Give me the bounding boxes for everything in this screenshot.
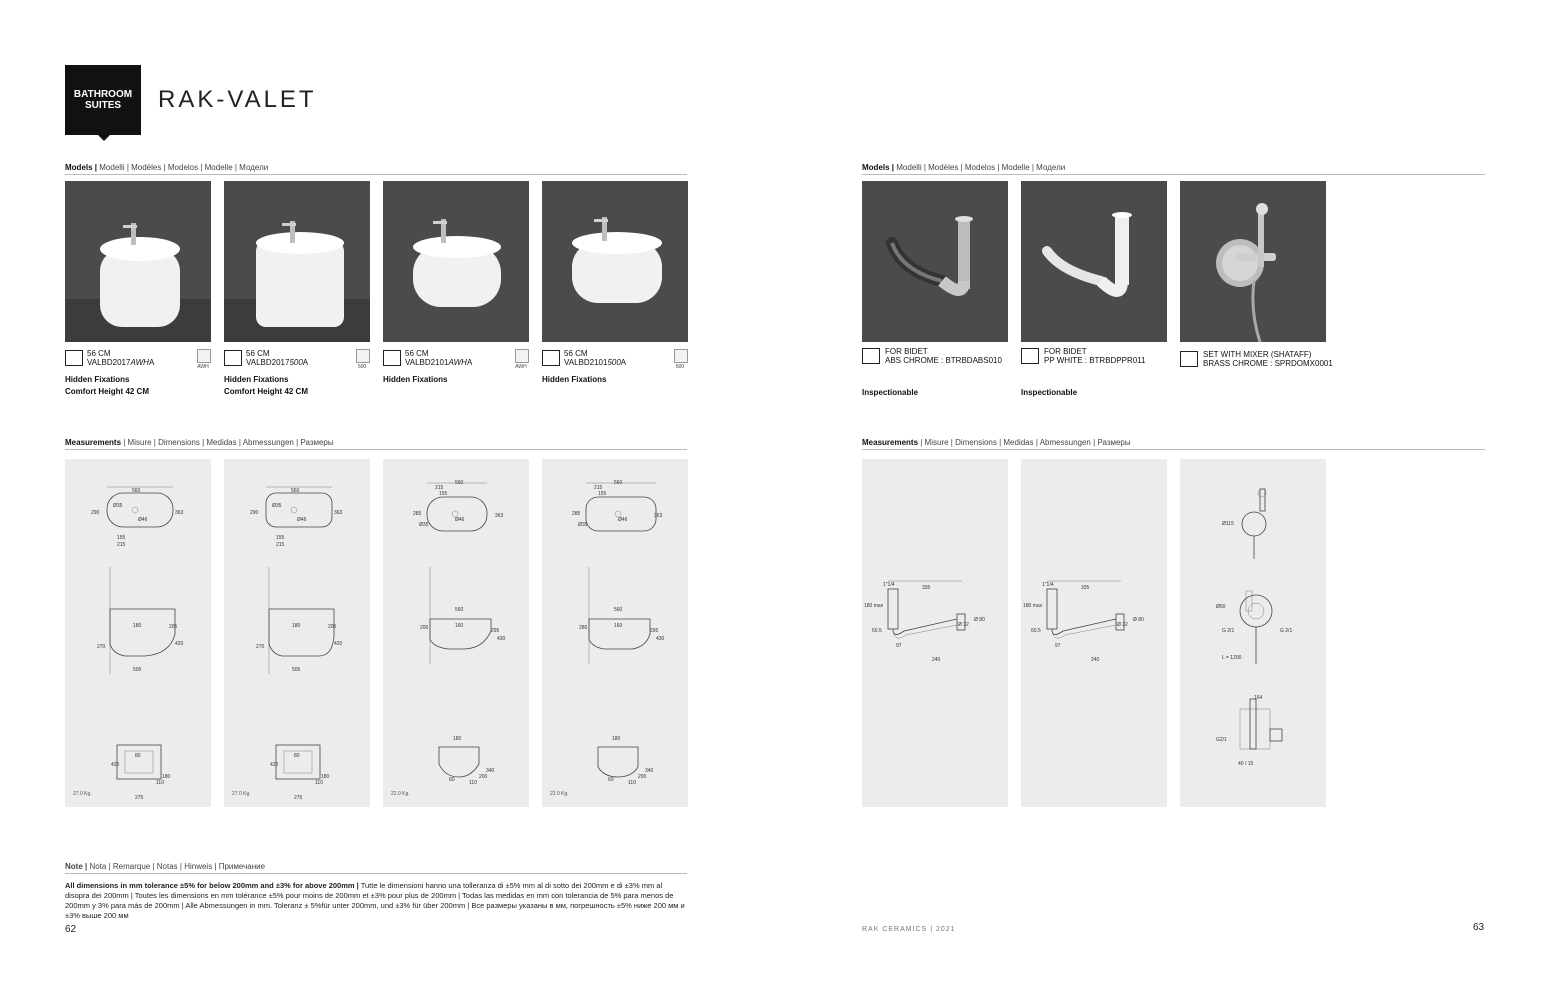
measurements-heading-right bbox=[862, 438, 1485, 450]
bidet-wall-hung-image bbox=[383, 181, 529, 342]
dim-label: 420 bbox=[334, 641, 343, 647]
dim-label: Ø46 bbox=[297, 517, 307, 523]
measurements-heading-bold: Measurements bbox=[65, 438, 124, 447]
model-size: 56 CM bbox=[564, 349, 588, 358]
page-title: RAK-VALET bbox=[158, 86, 317, 113]
dim-label: 240 bbox=[932, 657, 941, 663]
dim-label: 240 bbox=[1091, 657, 1100, 663]
feature-item: Hidden Fixations bbox=[65, 375, 130, 384]
dim-label: G 2/1 bbox=[1222, 628, 1235, 634]
dim-label: 97 bbox=[896, 643, 902, 649]
weight-label: 27.0 Kg. bbox=[232, 791, 251, 797]
model-line2: BRASS CHROME : SPRDOMX0001 bbox=[1203, 359, 1333, 368]
dim-label: 290 bbox=[91, 510, 100, 516]
badge-line2: SUITES bbox=[84, 100, 122, 111]
dim-label: 180 bbox=[162, 774, 171, 780]
dim-label: 155 bbox=[598, 491, 607, 497]
drawing-panel-4 bbox=[542, 459, 688, 807]
dim-label: 110 bbox=[315, 780, 323, 786]
page-number-right: 63 bbox=[1473, 922, 1485, 933]
siphon-icon bbox=[862, 348, 880, 364]
dim-label: 205 bbox=[328, 624, 337, 630]
model-size: 56 CM bbox=[87, 349, 111, 358]
dim-label: 285 bbox=[572, 511, 581, 517]
note-heading bbox=[65, 862, 687, 874]
dim-label: 363 bbox=[175, 510, 184, 516]
dim-label: 160 bbox=[455, 623, 464, 629]
dim-label: 40 / 15 bbox=[1238, 761, 1254, 767]
dim-label: 560 bbox=[455, 480, 464, 486]
dim-label: 180 bbox=[292, 623, 301, 629]
dim-label: 180 max bbox=[864, 603, 884, 609]
technical-drawing bbox=[383, 459, 529, 807]
siphon-icon bbox=[1021, 348, 1039, 364]
dim-label: 275 bbox=[135, 795, 144, 801]
chrome-siphon-image bbox=[862, 181, 1008, 342]
dim-label: 200 bbox=[479, 774, 488, 780]
drawing-panel-1 bbox=[65, 459, 211, 807]
color-swatch bbox=[674, 349, 688, 363]
bidet-floor-image bbox=[224, 181, 370, 342]
note-body bbox=[65, 881, 687, 921]
bidet-type-icon bbox=[542, 350, 560, 366]
dim-label: 155 bbox=[276, 535, 285, 541]
technical-drawing bbox=[862, 459, 1008, 807]
model-size: 56 CM bbox=[246, 349, 270, 358]
badge-line1: BATHROOM bbox=[73, 89, 133, 100]
dim-label: 155 bbox=[117, 535, 126, 541]
section-badge bbox=[65, 65, 141, 135]
product-photo-2 bbox=[224, 181, 370, 342]
dim-label: G2/1 bbox=[1216, 737, 1227, 743]
technical-drawing bbox=[65, 459, 211, 807]
dim-label: 295 bbox=[650, 628, 659, 634]
footer-brand: RAK CERAMICS | 2021 bbox=[862, 926, 956, 933]
dim-label: Ø115 bbox=[1222, 521, 1234, 527]
measurements-heading-rest: | Misure | Dimensions | Medidas | Abmessungen | Размеры bbox=[123, 438, 334, 447]
model-feature: Inspectionable bbox=[1021, 388, 1078, 397]
technical-drawing bbox=[542, 459, 688, 807]
dim-label: 430 bbox=[497, 636, 506, 642]
drawing-panel-6 bbox=[1021, 459, 1167, 807]
dim-label: 180 bbox=[453, 736, 462, 742]
model-line2: ABS CHROME : BTRBDABS010 bbox=[885, 356, 1002, 365]
dim-label: 275 bbox=[294, 795, 303, 801]
dim-label: 560 bbox=[455, 607, 464, 613]
swatch-label: AWH bbox=[197, 364, 209, 370]
measurements-heading-bold: Measurements bbox=[862, 438, 921, 447]
feature-item: Hidden Fixations bbox=[542, 375, 607, 384]
dim-label: G 2/1 bbox=[1280, 628, 1293, 634]
dim-label: Ø35 bbox=[419, 522, 429, 528]
dim-label: 200 bbox=[638, 774, 647, 780]
product-photo-4 bbox=[542, 181, 688, 342]
measurements-heading-rest: | Misure | Dimensions | Medidas | Abmessungen | Размеры bbox=[920, 438, 1131, 447]
model-line2: PP WHITE : BTRBDPPR011 bbox=[1044, 356, 1146, 365]
color-swatch bbox=[356, 349, 370, 363]
dim-label: 505 bbox=[133, 667, 142, 673]
measurements-heading-left bbox=[65, 438, 687, 450]
swatch-label: AWH bbox=[515, 364, 527, 370]
dim-label: 180 bbox=[612, 736, 621, 742]
technical-drawing bbox=[1021, 459, 1167, 807]
dim-label: 180 max bbox=[1023, 603, 1043, 609]
swatch-label: 500 bbox=[675, 364, 685, 370]
models-heading-rest: Modelli | Modèles | Modelos | Modelle | Модели bbox=[894, 163, 1066, 172]
dim-label: Ø 32 bbox=[1117, 622, 1128, 628]
color-swatch bbox=[197, 349, 211, 363]
dim-label: 420 bbox=[270, 762, 279, 768]
drawing-panel-5 bbox=[862, 459, 1008, 807]
dim-label: 180 bbox=[321, 774, 330, 780]
dim-label: 60.5 bbox=[872, 628, 882, 634]
dim-label: 340 bbox=[486, 768, 495, 774]
model-code: VALBD2101500A bbox=[564, 358, 627, 367]
product-photo-1 bbox=[65, 181, 211, 342]
dim-label: 420 bbox=[175, 641, 184, 647]
feature-item: Comfort Height 42 CM bbox=[224, 387, 308, 396]
dim-label: 285 bbox=[413, 511, 422, 517]
dim-label: Ø46 bbox=[455, 517, 465, 523]
dim-label: 60.5 bbox=[1031, 628, 1041, 634]
dim-label: 335 bbox=[922, 585, 931, 591]
drawing-panel-2 bbox=[224, 459, 370, 807]
dim-label: 363 bbox=[654, 513, 663, 519]
dim-label: 290 bbox=[250, 510, 259, 516]
dim-label: 97 bbox=[1055, 643, 1061, 649]
dim-label: Ø35 bbox=[578, 522, 588, 528]
bidet-type-icon bbox=[65, 350, 83, 366]
weight-label: 22.0 Kg. bbox=[391, 791, 410, 797]
note-text: Tutte le dimensioni hanno una tolleranza di ±5% mm al di sotto dei 200mm e di ±3% mm al disopra dei 200mm | Toutes les dimensions en mm tolérance ±5% pour moins de 200mm et ±3% pour plus de 200mm | Todas las medidas en mm con tolerancia de 5% para menos de 200mm y 3% para más de 200mm | Alle Abmessungen in mm. Toleranz ± 5%für unter 200mm, und ±3% für über 200mm | Все размеры указаны в мм, погрешность ±5% ниже 200 мм и ±3% выше 200 мм bbox=[65, 881, 685, 920]
dim-label: 1"1/4 bbox=[1042, 582, 1054, 588]
model-line1: FOR BIDET bbox=[885, 347, 928, 356]
note-heading-rest: Nota | Remarque | Notas | Hinweis | Примечание bbox=[87, 862, 266, 871]
note-bold: All dimensions in mm tolerance ±5% for below 200mm and ±3% for above 200mm | bbox=[65, 881, 359, 890]
model-code: VALBD2017AWHA bbox=[87, 358, 155, 367]
dim-label: Ø50 bbox=[1216, 604, 1226, 610]
dim-label: 215 bbox=[276, 542, 285, 548]
dim-label: Ø 32 bbox=[958, 622, 969, 628]
dim-label: 363 bbox=[495, 513, 504, 519]
product-photo-3 bbox=[383, 181, 529, 342]
models-heading-right bbox=[862, 163, 1485, 175]
dim-label: 560 bbox=[291, 488, 300, 494]
dim-label: 215 bbox=[594, 485, 603, 491]
dim-label: Ø35 bbox=[113, 503, 123, 509]
bidet-floor-image bbox=[65, 181, 211, 342]
dim-label: Ø46 bbox=[618, 517, 628, 523]
model-features bbox=[542, 374, 688, 386]
model-features bbox=[65, 374, 211, 398]
model-features bbox=[224, 374, 370, 398]
bidet-type-icon bbox=[383, 350, 401, 366]
feature-item: Hidden Fixations bbox=[383, 375, 448, 384]
dim-label: 215 bbox=[435, 485, 444, 491]
dim-label: 295 bbox=[491, 628, 500, 634]
dim-label: 60 bbox=[449, 777, 455, 783]
note-heading-bold: Note | bbox=[65, 862, 88, 871]
feature-item: Comfort Height 42 CM bbox=[65, 387, 149, 396]
models-heading-bold: Models | bbox=[862, 163, 895, 172]
dim-label: 180 bbox=[133, 623, 142, 629]
dim-label: 340 bbox=[645, 768, 654, 774]
model-code: VALBD2101AWHA bbox=[405, 358, 473, 367]
dim-label: 80 bbox=[294, 753, 300, 759]
dim-label: 160 bbox=[614, 623, 623, 629]
drawing-panel-3 bbox=[383, 459, 529, 807]
technical-drawing bbox=[1180, 459, 1326, 807]
dim-label: 164 bbox=[1254, 695, 1263, 701]
swatch-label: 500 bbox=[357, 364, 367, 370]
technical-drawing bbox=[224, 459, 370, 807]
page-number-left: 62 bbox=[65, 924, 77, 935]
dim-label: 335 bbox=[1081, 585, 1090, 591]
dim-label: 560 bbox=[614, 480, 623, 486]
models-heading-bold: Models | bbox=[65, 163, 98, 172]
product-photo-7 bbox=[1180, 181, 1326, 342]
dim-label: Ø46 bbox=[138, 517, 148, 523]
model-feature: Inspectionable bbox=[862, 388, 919, 397]
dim-label: L = 1200 bbox=[1222, 655, 1242, 661]
dim-label: 110 bbox=[469, 780, 477, 786]
model-size: 56 CM bbox=[405, 349, 429, 358]
dim-label: Ø 80 bbox=[974, 617, 985, 623]
dim-label: 420 bbox=[111, 762, 120, 768]
shower-icon bbox=[1180, 351, 1198, 367]
model-code: VALBD2017500A bbox=[246, 358, 309, 367]
dim-label: Ø 80 bbox=[1133, 617, 1144, 623]
models-heading-left bbox=[65, 163, 687, 175]
dim-label: 363 bbox=[334, 510, 343, 516]
dim-label: 560 bbox=[132, 488, 141, 494]
bidet-wall-hung-image bbox=[542, 181, 688, 342]
dim-label: 110 bbox=[628, 780, 636, 786]
model-line1: FOR BIDET bbox=[1044, 347, 1087, 356]
weight-label: 27.0 Kg. bbox=[73, 791, 92, 797]
color-swatch bbox=[515, 349, 529, 363]
dim-label: 215 bbox=[117, 542, 126, 548]
dim-label: 560 bbox=[614, 607, 623, 613]
model-features bbox=[383, 374, 529, 386]
dim-label: 505 bbox=[292, 667, 301, 673]
drawing-panel-7 bbox=[1180, 459, 1326, 807]
white-siphon-image bbox=[1021, 181, 1167, 342]
bidet-type-icon bbox=[224, 350, 242, 366]
feature-item: Hidden Fixations bbox=[224, 375, 289, 384]
product-photo-6 bbox=[1021, 181, 1167, 342]
dim-label: 155 bbox=[439, 491, 448, 497]
dim-label: 270 bbox=[256, 644, 265, 650]
model-line1: SET WITH MIXER (SHATAFF) bbox=[1203, 350, 1312, 359]
dim-label: 430 bbox=[656, 636, 665, 642]
dim-label: 200 bbox=[420, 625, 429, 631]
dim-label: 280 bbox=[579, 625, 588, 631]
shataff-mixer-image bbox=[1180, 181, 1326, 342]
dim-label: Ø35 bbox=[272, 503, 282, 509]
dim-label: 80 bbox=[135, 753, 141, 759]
dim-label: 1"1/4 bbox=[883, 582, 895, 588]
product-photo-5 bbox=[862, 181, 1008, 342]
dim-label: 270 bbox=[97, 644, 106, 650]
dim-label: 60 bbox=[608, 777, 614, 783]
dim-label: 205 bbox=[169, 624, 178, 630]
models-heading-rest: Modelli | Modèles | Modelos | Modelle | Модели bbox=[97, 163, 269, 172]
weight-label: 22.0 Kg. bbox=[550, 791, 569, 797]
dim-label: 110 bbox=[156, 780, 164, 786]
